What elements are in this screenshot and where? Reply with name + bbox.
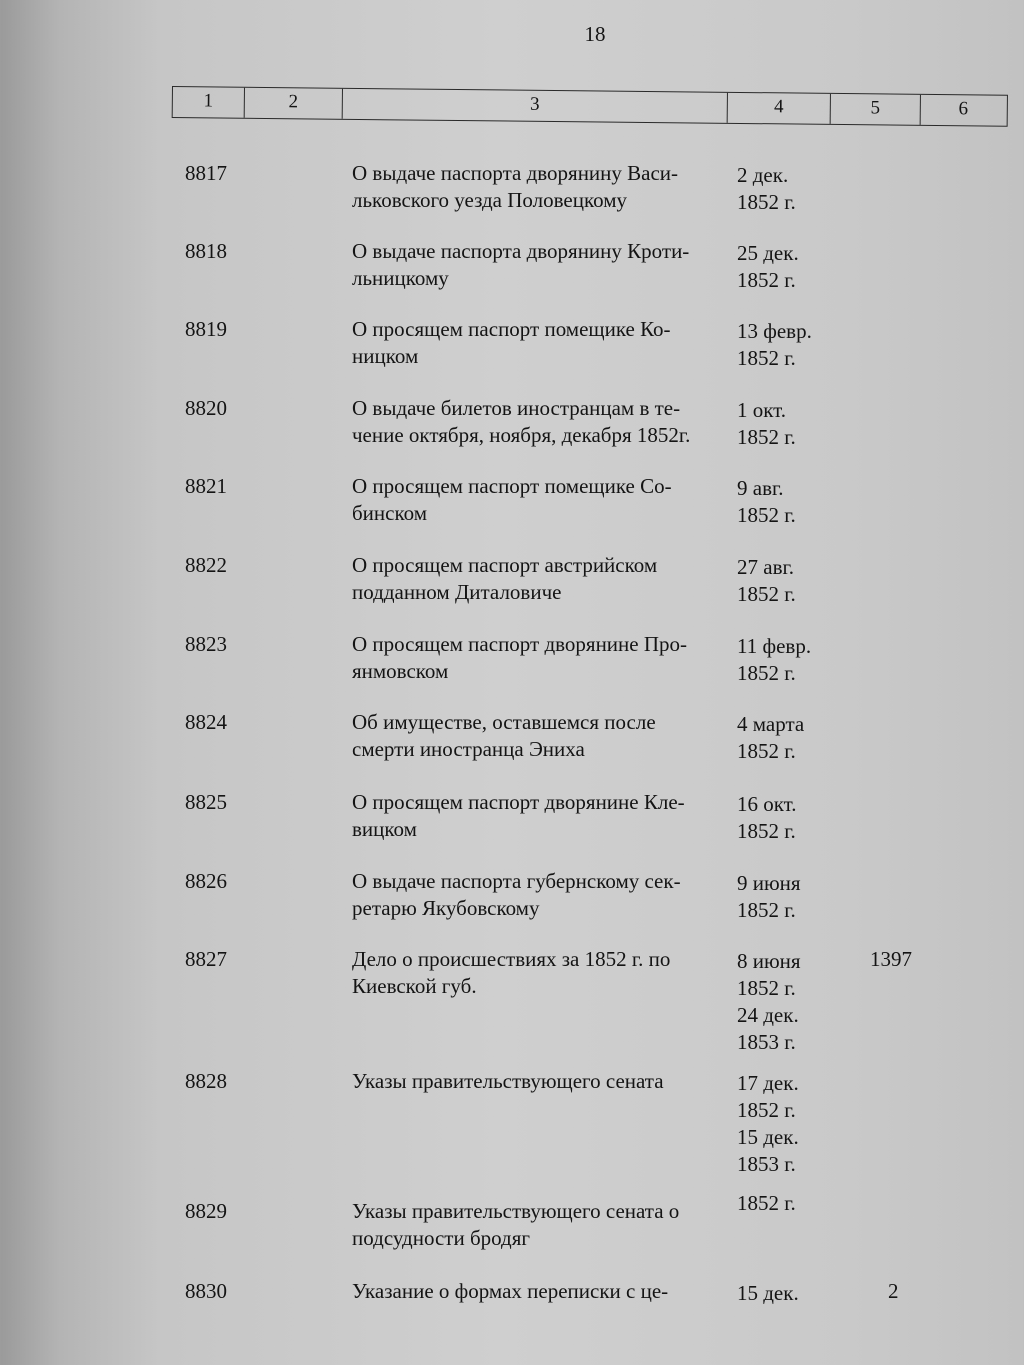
record-title-line: Об имуществе, оставшемся после: [352, 710, 656, 734]
record-column-5: 2: [888, 1279, 899, 1303]
record-title-line: смерти иностранца Эниха: [352, 737, 585, 761]
record-title-line: льковского уезда Половецкому: [352, 188, 627, 212]
record-date: [737, 1070, 847, 1178]
record-title-line: ретарю Якубовскому: [352, 896, 540, 920]
record-date-line: 15 дек.: [737, 1125, 799, 1149]
record-title: [352, 395, 732, 449]
record-title-line: Дело о происшествиях за 1852 г. по: [352, 947, 671, 971]
record-title-line: вицком: [352, 817, 417, 841]
page-number: 18: [584, 22, 606, 46]
record-date: [737, 240, 847, 294]
column-header-3: 3: [343, 89, 728, 123]
record-date-line: 1852 г.: [737, 582, 796, 606]
record-number: 8827: [185, 947, 227, 971]
record-date-line: 8 июня: [737, 949, 801, 973]
record-title-line: чение октября, ноября, декабря 1852г.: [352, 423, 691, 447]
record-date: [737, 711, 847, 765]
record-date-line: 13 февр.: [737, 319, 812, 343]
record-title: [352, 709, 732, 763]
record-number: 8830: [185, 1279, 227, 1303]
record-date-line: 1853 г.: [737, 1152, 796, 1176]
record-title-line: подданном Диталовиче: [352, 580, 562, 604]
record-number: 8824: [185, 710, 227, 734]
record-number: 8820: [185, 396, 227, 420]
record-number: 8819: [185, 317, 227, 341]
record-date-line: 1853 г.: [737, 1030, 796, 1054]
record-date-line: 25 дек.: [737, 241, 799, 265]
record-date: [737, 554, 847, 608]
record-title: [352, 316, 732, 370]
record-title: [352, 552, 732, 606]
record-date-line: 4 марта: [737, 712, 805, 736]
record-date-line: 1 окт.: [737, 398, 787, 422]
record-number: 8826: [185, 869, 227, 893]
record-date: [737, 1190, 847, 1217]
record-title-line: О выдаче паспорта дворянину Васи-: [352, 161, 679, 185]
record-date-line: 1852 г.: [737, 976, 796, 1000]
record-number: 8818: [185, 239, 227, 263]
record-date-line: 27 авг.: [737, 555, 794, 579]
record-title: [352, 789, 732, 843]
record-date-line: 24 дек.: [737, 1003, 799, 1027]
record-title: [352, 946, 732, 1000]
column-header-6: 6: [958, 98, 969, 120]
record-title-line: О просящем паспорт дворянине Кле-: [352, 790, 685, 814]
record-date: [737, 162, 847, 216]
record-title-line: ницком: [352, 344, 419, 368]
record-date-line: 16 окт.: [737, 792, 797, 816]
record-date-line: 1852 г.: [737, 190, 796, 214]
record-date-line: 1852 г.: [737, 425, 796, 449]
record-date-line: 1852 г.: [737, 819, 796, 843]
record-number: 8817: [185, 161, 227, 185]
record-title: [352, 160, 732, 214]
record-number: 8821: [185, 474, 227, 498]
record-title-line: Указание о формах переписки с це-: [352, 1279, 669, 1303]
column-header-5: 5: [831, 94, 921, 125]
record-title-line: О просящем паспорт помещике Ко-: [352, 317, 671, 341]
record-title: [352, 868, 732, 922]
record-date-line: 1852 г.: [737, 661, 796, 685]
record-date: [737, 791, 847, 845]
record-number: 8829: [185, 1199, 227, 1223]
record-title-line: О просящем паспорт австрийском: [352, 553, 658, 577]
record-date: [737, 948, 847, 1056]
record-date-line: 15 дек.: [737, 1281, 799, 1305]
record-title: [352, 238, 732, 292]
record-number: 8828: [185, 1069, 227, 1093]
record-date: [737, 633, 847, 687]
record-number: 8823: [185, 632, 227, 656]
record-date-line: 9 авг.: [737, 476, 784, 500]
record-date: [737, 1280, 847, 1307]
record-title-line: Указы правительствующего сената: [352, 1069, 664, 1093]
record-title-line: О выдаче паспорта дворянину Кроти-: [352, 239, 690, 263]
column-header-table: [172, 86, 1008, 127]
record-date-line: 1852 г.: [737, 898, 796, 922]
record-column-5: 1397: [870, 947, 912, 971]
column-header-1: 1: [173, 87, 245, 118]
record-number: 8822: [185, 553, 227, 577]
record-title: [352, 631, 732, 685]
record-date-line: 1852 г.: [737, 503, 796, 527]
record-date-line: 1852 г.: [737, 1098, 796, 1122]
adjacent-page-bleed: [0, 40, 40, 1340]
record-title: [352, 473, 732, 527]
record-date-line: 1852 г.: [737, 1191, 796, 1215]
record-date: [737, 475, 847, 529]
column-header-2: 2: [245, 88, 343, 119]
record-title-line: О просящем паспорт дворянине Про-: [352, 632, 688, 656]
record-date-line: 11 февр.: [737, 634, 812, 658]
record-title: [352, 1068, 732, 1095]
record-date-line: 9 июня: [737, 871, 801, 895]
record-date-line: 1852 г.: [737, 739, 796, 763]
record-title-line: подсудности бродяг: [352, 1226, 531, 1250]
record-number: 8825: [185, 790, 227, 814]
record-title-line: бинском: [352, 501, 428, 525]
record-date-line: 17 дек.: [737, 1071, 799, 1095]
column-header-4: 4: [728, 93, 831, 124]
record-title-line: О выдаче паспорта губернскому сек-: [352, 869, 681, 893]
record-title-line: О просящем паспорт помещике Со-: [352, 474, 672, 498]
record-title-line: О выдаче билетов иностранцам в те-: [352, 396, 681, 420]
record-date: [737, 318, 847, 372]
record-date-line: 2 дек.: [737, 163, 789, 187]
record-title-line: Указы правительствующего сената о: [352, 1199, 680, 1223]
record-date-line: 1852 г.: [737, 346, 796, 370]
record-date: [737, 397, 847, 451]
record-title: [352, 1198, 732, 1252]
record-date: [737, 870, 847, 924]
record-title-line: Киевской губ.: [352, 974, 477, 998]
record-date-line: 1852 г.: [737, 268, 796, 292]
record-title: [352, 1278, 732, 1305]
record-title-line: льницкому: [352, 266, 449, 290]
record-title-line: янмовском: [352, 659, 449, 683]
